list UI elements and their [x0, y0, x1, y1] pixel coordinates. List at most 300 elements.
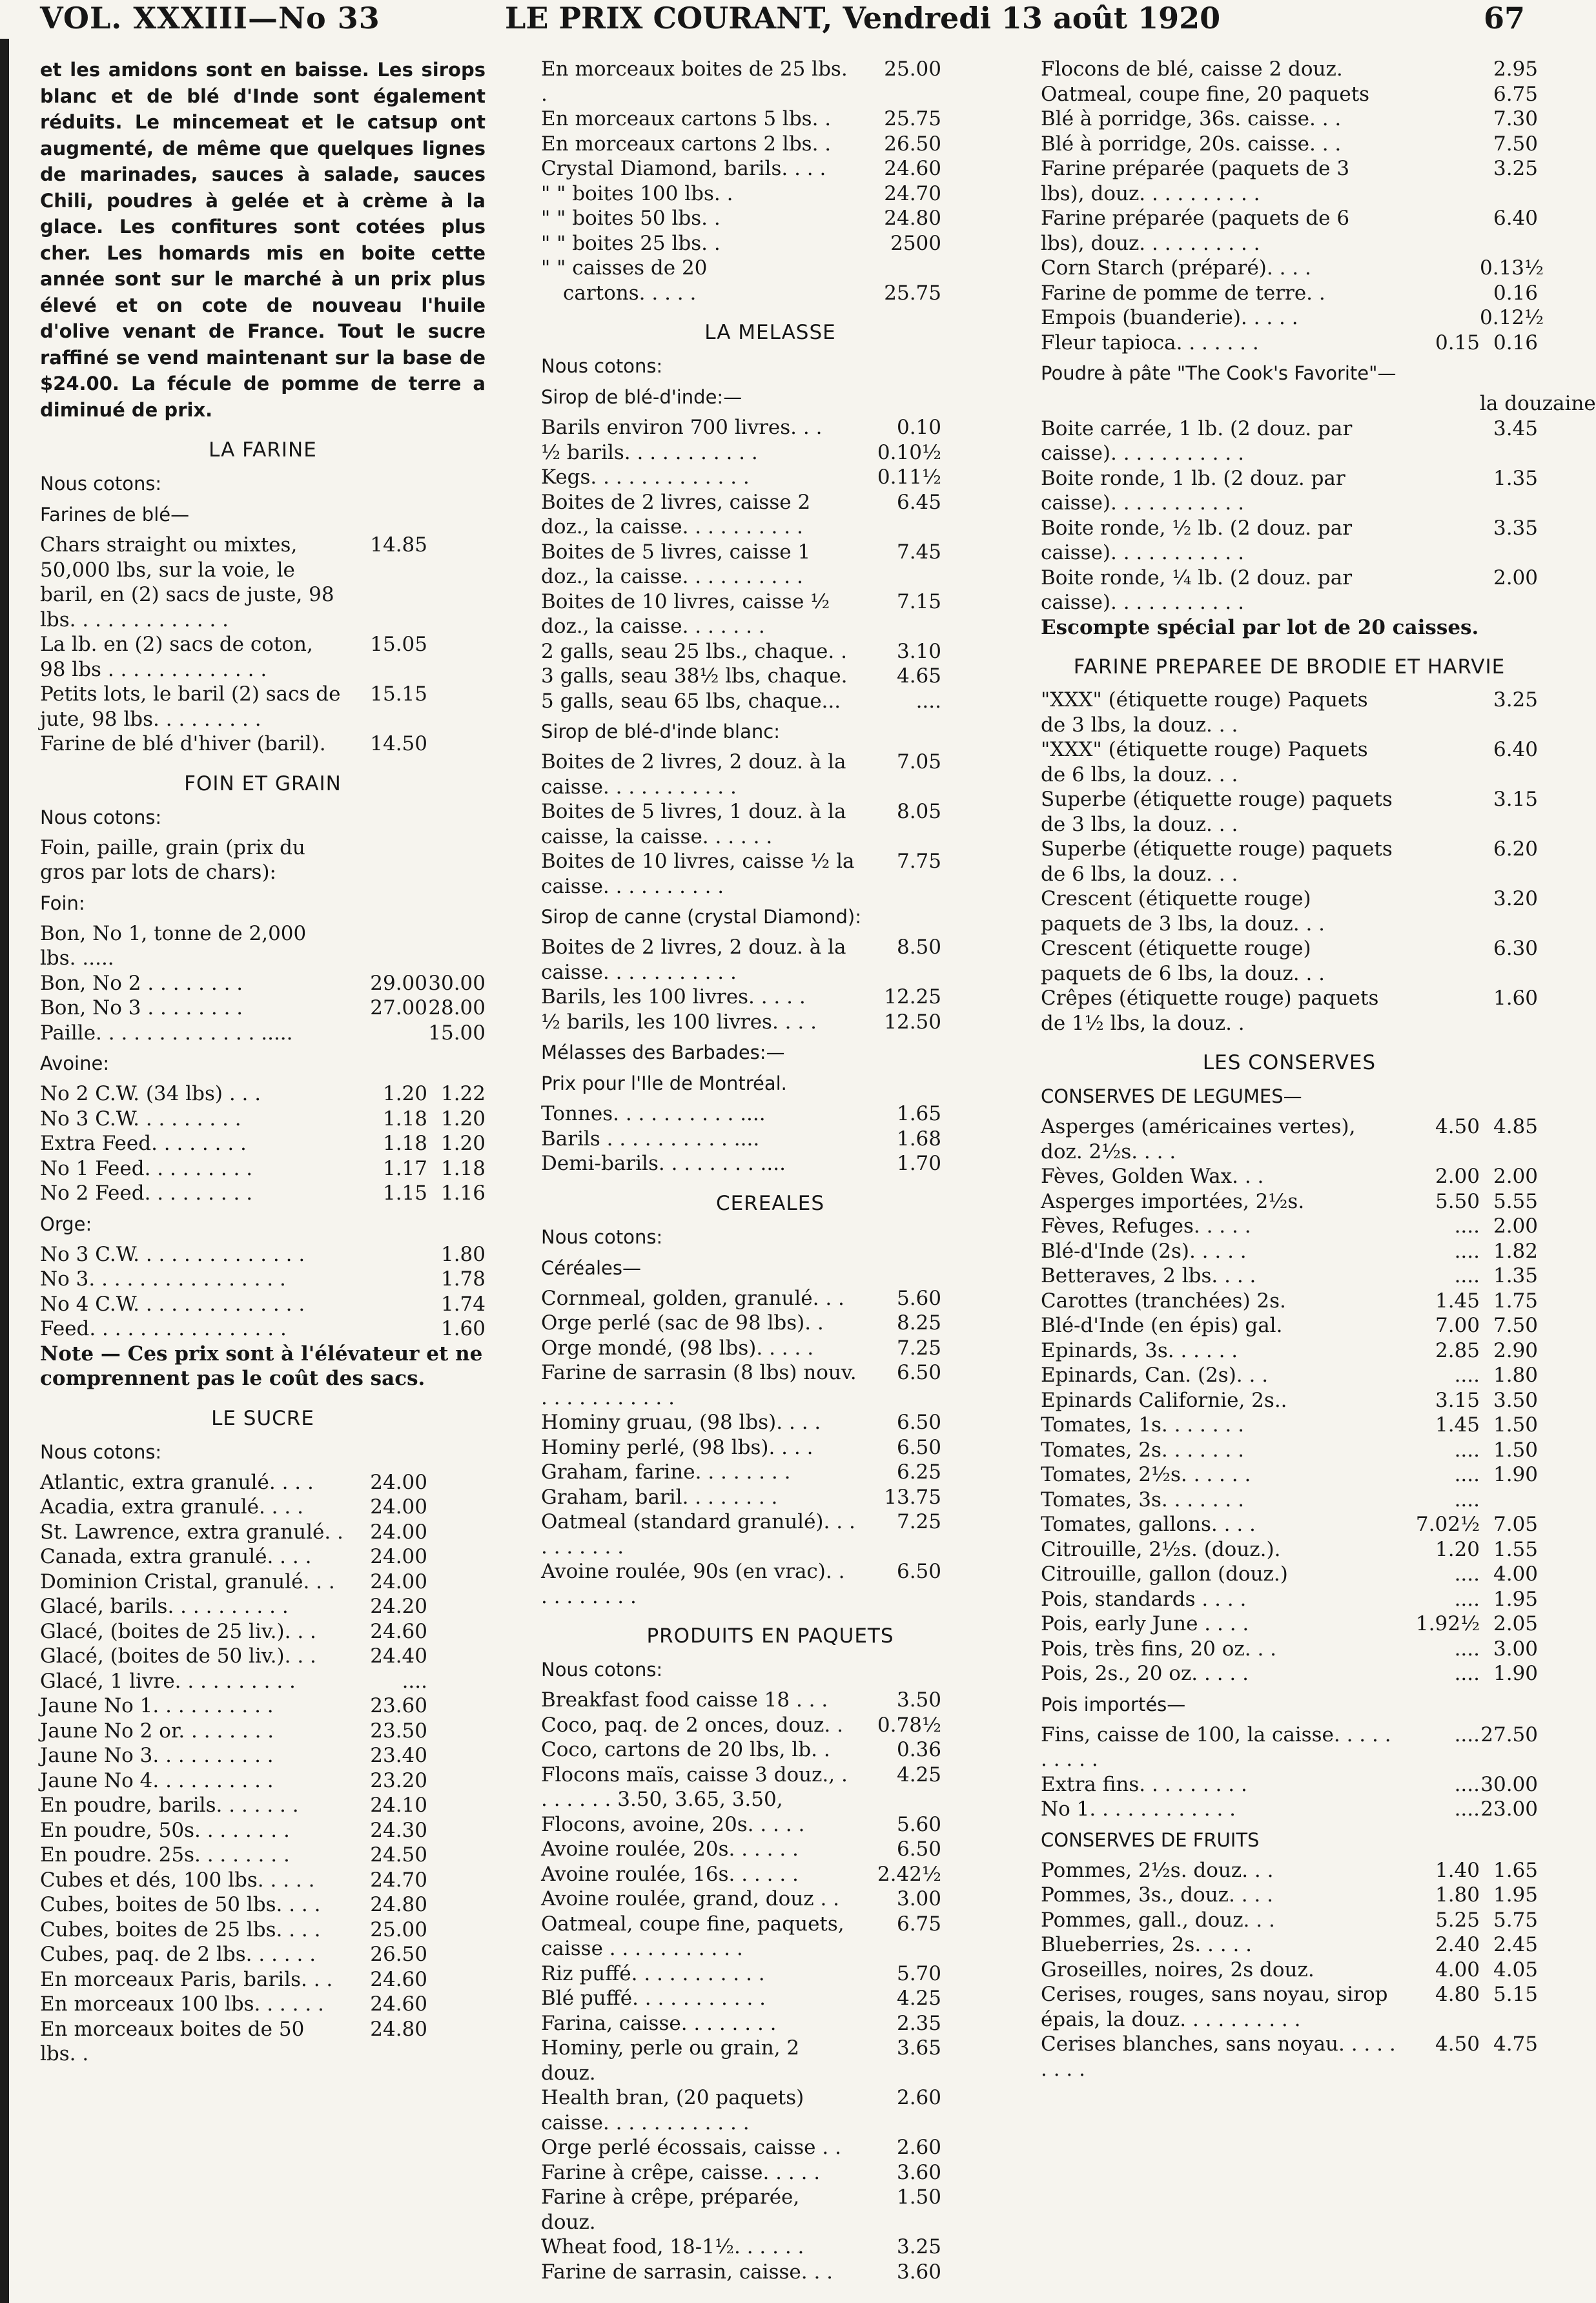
price-high: 1.35: [1493, 1264, 1538, 1287]
price-entry: [1041, 1488, 1538, 1513]
item-label: Breakfast food caisse 18 . . .: [541, 1688, 828, 1712]
price-low: 6.25: [896, 1460, 941, 1484]
price-high: 7.50: [1493, 1314, 1538, 1337]
price-entry: [40, 1644, 486, 1669]
price-entry: [1041, 886, 1538, 936]
price-high: 3.25: [1493, 157, 1538, 180]
price-entry: [1041, 1189, 1538, 1214]
price-high: 3.00: [1493, 1637, 1538, 1661]
item-label: Avoine roulée, 20s. . . . . .: [541, 1837, 799, 1861]
newspaper-title: LE PRIX COURANT, Vendredi 13 août 1920: [505, 1, 1221, 36]
price-low: 24.20: [370, 1595, 427, 1618]
price-entry: [1041, 1982, 1538, 2032]
price-entry: [541, 2235, 999, 2260]
item-label: No 4 C.W. . . . . . . . . . . . . .: [40, 1292, 305, 1316]
price-high: 2.90: [1493, 1338, 1538, 1362]
item-label: No 3 C.W. . . . . . . . .: [40, 1107, 241, 1131]
price-entry: [40, 533, 486, 632]
price-low: 6.50: [896, 1560, 941, 1583]
price-high: 27.50: [1480, 1723, 1538, 1746]
price-entry: [1041, 1958, 1538, 1983]
item-label: Cubes, boites de 50 lbs. . . .: [40, 1893, 321, 1916]
item-label: Hominy, perle ou grain, 2 douz.: [541, 2036, 800, 2085]
item-label: Boites de 2 livres, 2 douz. à la caisse. . . . . . . . . . .: [541, 750, 846, 799]
item-label: Barils . . . . . . . . . . ....: [541, 1127, 760, 1151]
price-high: 1.82: [1493, 1239, 1538, 1263]
item-label: Boites de 5 livres, 1 douz. à la caisse, la caisse. . . . . .: [541, 800, 846, 848]
price-entry: [541, 935, 999, 985]
price-entry: [40, 1892, 486, 1918]
item-label: Coco, cartons de 20 lbs, lb. .: [541, 1738, 830, 1761]
price-entry: [1041, 1363, 1538, 1388]
price-entry: [40, 1843, 486, 1868]
item-label: Blé puffé. . . . . . . . . . .: [541, 1987, 766, 2010]
price-high: 0.16: [1493, 281, 1538, 305]
price-high: 1.80: [1493, 1364, 1538, 1387]
price-entry: [541, 1336, 999, 1361]
subheading: CONSERVES DE FRUITS: [1041, 1828, 1260, 1851]
price-entry: [541, 1961, 999, 1987]
price-high: 2.95: [1493, 57, 1538, 81]
item-label: St. Lawrence, extra granulé. .: [40, 1520, 343, 1544]
price-low: 5.70: [896, 1961, 941, 1985]
price-low: 1.80: [1435, 1883, 1480, 1907]
item-label: En morceaux Paris, barils. . .: [40, 1967, 333, 1991]
price-entry: [40, 682, 486, 732]
price-low: 24.70: [884, 181, 941, 205]
item-label: Pois, très fins, 20 oz. . .: [1041, 1637, 1277, 1661]
price-high: 6.75: [1493, 82, 1538, 106]
section-heading: LA FARINE: [209, 438, 317, 462]
price-entry: [1041, 1661, 1538, 1686]
price-low: 13.75: [884, 1485, 941, 1509]
price-low: 2.60: [896, 2136, 941, 2159]
price-entry: [1041, 391, 1596, 416]
price-low: 23.40: [370, 1744, 427, 1767]
price-low: 14.85: [370, 533, 427, 557]
subheading: Nous cotons:: [40, 806, 162, 828]
item-label: Blé à porridge, 20s. caisse. . .: [1041, 132, 1342, 156]
item-label: Barils environ 700 livres. . .: [541, 416, 823, 439]
item-label: Blé-d'Inde (en épis) gal.: [1041, 1314, 1283, 1337]
price-low: 5.60: [896, 1812, 941, 1836]
price-low: 8.25: [896, 1311, 941, 1335]
subheading: Nous cotons:: [541, 1225, 663, 1248]
price-entry: [541, 1559, 999, 1609]
price-entry: [541, 589, 999, 639]
price-high: 5.55: [1493, 1189, 1538, 1213]
price-high: 3.35: [1493, 516, 1538, 540]
price-high: 7.05: [1493, 1513, 1538, 1536]
price-high: 2.00: [1493, 1214, 1538, 1238]
subheading: Poudre à pâte "The Cook's Favorite"—: [1041, 362, 1396, 384]
item-label: "XXX" (étiquette rouge) Paquets de 3 lbs, la douz. . .: [1041, 688, 1368, 737]
price-low: 24.50: [370, 1843, 427, 1867]
item-label: Extra Feed. . . . . . . .: [40, 1132, 247, 1155]
subheading: Sirop de blé-d'inde:—: [541, 386, 742, 408]
price-entry: [1041, 1438, 1538, 1463]
price-low: 2500: [890, 231, 941, 255]
item-label: Glacé, 1 livre. . . . . . . . . .: [40, 1669, 296, 1693]
price-low: 26.50: [884, 132, 941, 156]
price-low: 25.00: [370, 1918, 427, 1941]
price-entry: [40, 732, 486, 757]
item-label: Jaune No 1. . . . . . . . . .: [40, 1694, 274, 1717]
price-entry: [1041, 156, 1538, 206]
price-entry: [40, 1868, 486, 1893]
price-low: 24.80: [884, 207, 941, 230]
price-entry: [541, 750, 999, 799]
item-label: No 1 Feed. . . . . . . . .: [40, 1156, 253, 1180]
price-entry: [1041, 1908, 1538, 1933]
price-entry: [40, 1818, 486, 1843]
price-low: 24.00: [370, 1495, 427, 1519]
price-low: 7.45: [896, 540, 941, 564]
price-entry: [1041, 1587, 1538, 1612]
price-low: 7.25: [896, 1510, 941, 1533]
price-entry: [541, 156, 999, 181]
item-label: Pois, standards . . . .: [1041, 1587, 1247, 1611]
intro-paragraph: et les amidons sont en baisse. Les sirops blanc et de blé d'Inde sont également réduits. Le mincemeat et le catsup ont augmenté, de même que quelques lignes de marinades, sauces à salade, sauces Chili, poudres à gelée et à crème à la glace. Les confitures sont cotées plus cher. Les homards mis en boite cette année sont sur le marché à un prix plus élevé et on cote de nouveau l'huile d'olive venant de France. Tout le sucre raffiné se vend maintenant sur la base de $24.00. La fécule de pomme de terre a diminué de prix.: [40, 59, 486, 421]
price-low: 26.50: [370, 1943, 427, 1966]
item-label: Pommes, gall., douz. . .: [1041, 1908, 1275, 1932]
price-low: 1.70: [896, 1152, 941, 1175]
price-low: 2.40: [1435, 1933, 1480, 1956]
price-low: 4.50: [1435, 1115, 1480, 1138]
price-low: 0.10½: [877, 440, 941, 464]
price-entry: [1041, 1858, 1538, 1883]
item-label: Orge mondé, (98 lbs). . . . .: [541, 1336, 814, 1360]
price-low: ....: [1454, 1723, 1480, 1746]
price-low: 27.00: [370, 996, 427, 1019]
item-label: Cornmeal, golden, granulé. . .: [541, 1286, 844, 1310]
price-high: 1.22: [440, 1082, 486, 1105]
page-number: 67: [1483, 1, 1525, 36]
price-low: 1.18: [382, 1107, 427, 1131]
item-label: Pommes, 2½s. douz. . .: [1041, 1858, 1274, 1882]
binding-edge: [0, 39, 9, 2303]
price-low: 4.00: [1435, 1958, 1480, 1981]
item-label: Boites de 5 livres, caisse 1 doz., la caisse. . . . . . . . . .: [541, 540, 811, 588]
item-label: En morceaux boites de 50 lbs. .: [40, 2017, 305, 2065]
price-low: 2.85: [1435, 1338, 1480, 1362]
item-label: Barils, les 100 livres. . . . .: [541, 985, 806, 1008]
price-low: 25.00: [884, 57, 941, 81]
item-label: Glacé, (boites de 25 liv.). . .: [40, 1619, 316, 1643]
price-high: 1.74: [440, 1292, 486, 1316]
item-label: Fins, caisse de 100, la caisse. . . . . . . . . .: [1041, 1723, 1391, 1771]
item-label: Cubes et dés, 100 lbs. . . . .: [40, 1868, 315, 1892]
price-entry: [40, 1107, 486, 1132]
item-label: Jaune No 3. . . . . . . . . .: [40, 1744, 274, 1767]
item-label: Farine de sarrasin, caisse. . .: [541, 2260, 834, 2284]
price-high: 3.25: [1493, 688, 1538, 711]
item-label: Bon, No 1, tonne de 2,000 lbs. .....: [40, 921, 307, 970]
price-low: 7.05: [896, 750, 941, 773]
price-low: 7.75: [896, 850, 941, 873]
price-entry: [541, 985, 999, 1010]
price-low: 5.25: [1435, 1908, 1480, 1932]
item-label: Paille. . . . . . . . . . . . . .....: [40, 1021, 293, 1045]
price-entry: [541, 1010, 999, 1035]
item-label: Foin, paille, grain (prix du gros par lots de chars):: [40, 835, 305, 884]
price-entry: [541, 281, 999, 306]
item-label: Cerises, rouges, sans noyau, sirop épais, la douz. . . . . . . . . .: [1041, 1983, 1388, 2031]
item-label: Blé-d'Inde (2s). . . . .: [1041, 1239, 1247, 1263]
price-low: 7.15: [896, 589, 941, 613]
item-label: Superbe (étiquette rouge) paquets de 6 lbs, la douz. . .: [1041, 837, 1393, 886]
price-entry: [541, 1101, 999, 1127]
price-low: ....: [1454, 1463, 1480, 1486]
volume-number: VOL. XXXIII—No 33: [40, 1, 380, 36]
item-label: Farine préparée (paquets de 6 lbs), douz. . . . . . . . . .: [1041, 207, 1350, 255]
price-entry: [40, 1181, 486, 1206]
price-entry: [40, 1267, 486, 1292]
subheading: Sirop de blé-d'inde blanc:: [541, 721, 780, 742]
item-label: Cubes, boites de 25 lbs. . . .: [40, 1918, 321, 1941]
price-low: 23.20: [370, 1768, 427, 1792]
price-low: 2.35: [896, 2011, 941, 2035]
price-entry: [541, 1862, 999, 1887]
price-entry: [541, 1151, 999, 1176]
item-label: Farine à crêpe, caisse. . . . .: [541, 2160, 821, 2184]
section-heading: LES CONSERVES: [1202, 1051, 1376, 1074]
price-high: 2.05: [1493, 1612, 1538, 1635]
price-high: 2.00: [1493, 1165, 1538, 1188]
item-label: Epinards, Can. (2s). . .: [1041, 1364, 1269, 1387]
price-entry: [1041, 688, 1538, 737]
item-label: En poudre, 50s. . . . . . . .: [40, 1818, 290, 1842]
price-low: 24.60: [370, 1992, 427, 2016]
price-entry: [40, 996, 486, 1021]
price-entry: [541, 57, 999, 107]
price-entry: [1041, 1797, 1538, 1822]
price-entry: [40, 1292, 486, 1317]
price-entry: [1041, 132, 1538, 157]
price-low: 1.17: [382, 1156, 427, 1180]
item-label: Farine de pomme de terre. .: [1041, 281, 1325, 305]
price-entry: [541, 849, 999, 899]
price-high: 2.45: [1493, 1933, 1538, 1956]
price-low: 4.25: [896, 1987, 941, 2010]
price-high: 3.50: [1493, 1388, 1538, 1412]
item-label: 2 galls, seau 25 lbs., chaque. .: [541, 639, 847, 663]
price-low: 24.10: [370, 1794, 427, 1817]
subheading: Foin:: [40, 892, 85, 914]
price-low: 6.50: [896, 1435, 941, 1459]
price-entry: [40, 1918, 486, 1943]
price-low: 4.80: [1435, 1983, 1480, 2006]
subheading: Nous cotons:: [40, 1440, 162, 1463]
price-entry: [1041, 1772, 1538, 1797]
section-heading: LA MELASSE: [704, 321, 836, 344]
item-label: 5 galls, seau 65 lbs, chaque...: [541, 689, 841, 713]
price-entry: [541, 1837, 999, 1862]
item-label: " " boites 25 lbs. .: [541, 231, 721, 255]
item-label: Tomates, 2½s. . . . . .: [1041, 1463, 1251, 1486]
price-entry: [1041, 1462, 1538, 1488]
price-entry: [40, 1544, 486, 1570]
subheading: Orge:: [40, 1213, 92, 1235]
price-low: 23.50: [370, 1719, 427, 1743]
item-label: Farina, caisse. . . . . . . .: [541, 2011, 777, 2035]
price-entry: [1041, 986, 1538, 1036]
item-label: Chars straight ou mixtes, 50,000 lbs, sur la voie, le baril, en (2) sacs de juste, 98 lbs. . . . . . . . . . . . .: [40, 533, 334, 631]
price-low: 6.50: [896, 1361, 941, 1384]
price-low: 3.25: [896, 2235, 941, 2258]
price-entry: [40, 1242, 486, 1267]
price-high: 23.00: [1480, 1797, 1538, 1821]
price-entry: [1041, 936, 1538, 986]
price-entry: [541, 1986, 999, 2011]
price-entry: [541, 799, 999, 849]
price-entry: [541, 2185, 999, 2235]
price-high: 1.50: [1493, 1413, 1538, 1437]
item-label: Avoine roulée, grand, douz . .: [541, 1887, 840, 1910]
price-entry: [40, 1694, 486, 1719]
price-low: 3.50: [896, 1688, 941, 1712]
item-label: Riz puffé. . . . . . . . . . .: [541, 1961, 765, 1985]
price-high: 6.30: [1493, 937, 1538, 960]
price-high: 1.75: [1493, 1289, 1538, 1313]
price-high: 1.65: [1493, 1858, 1538, 1882]
price-entry: [40, 1719, 486, 1744]
price-high: 6.20: [1493, 837, 1538, 861]
page-header: [40, 0, 1531, 36]
item-label: Farine à crêpe, préparée, douz.: [541, 2185, 800, 2234]
item-label: Farine préparée (paquets de 3 lbs), douz. . . . . . . . . .: [1041, 157, 1350, 205]
price-low: 1.18: [382, 1132, 427, 1155]
item-label: Acadia, extra granulé. . . .: [40, 1495, 303, 1519]
price-high: 1.90: [1493, 1463, 1538, 1486]
price-entry: [541, 2036, 999, 2085]
price-entry: [1041, 281, 1538, 306]
price-entry: [40, 632, 486, 682]
price-low: 0.11½: [877, 466, 941, 489]
price-low: 0.78½: [877, 1713, 941, 1737]
item-label: Flocons maïs, caisse 3 douz., . . . . . . . 3.50, 3.65, 3.50,: [541, 1763, 848, 1811]
price-entry: [1041, 1637, 1538, 1662]
price-low: 24.60: [370, 1967, 427, 1991]
price-entry: [1041, 566, 1538, 615]
price-low: 25.75: [884, 281, 941, 305]
item-label: Tomates, gallons. . . .: [1041, 1513, 1256, 1536]
price-entry: [40, 1021, 486, 1046]
price-low: ....: [1454, 1562, 1480, 1586]
item-label: Fèves, Refuges. . . . .: [1041, 1214, 1251, 1238]
price-low: 5.50: [1435, 1189, 1480, 1213]
price-entry: [40, 1619, 486, 1644]
item-label: No 3 C.W. . . . . . . . . . . . . .: [40, 1242, 305, 1266]
price-entry: [1041, 107, 1538, 132]
price-low: 3.65: [896, 2036, 941, 2060]
item-label: Crescent (étiquette rouge) paquets de 6 lbs, la douz. . .: [1041, 937, 1325, 985]
price-high: 3.20: [1493, 887, 1538, 910]
section-heading: LE SUCRE: [211, 1406, 314, 1430]
price-entry: [40, 1570, 486, 1595]
price-entry: [1041, 1562, 1538, 1587]
item-label: Boite ronde, ½ lb. (2 douz. par caisse). . . . . . . . . . .: [1041, 516, 1353, 564]
price-entry: [1041, 1932, 1538, 1958]
item-label: " " boites 50 lbs. .: [541, 207, 721, 230]
price-entry: [541, 107, 999, 132]
price-high: 4.75: [1493, 2032, 1538, 2056]
price-high: 0.13½: [1480, 256, 1544, 280]
item-label: Orge perlé (sac de 98 lbs). .: [541, 1311, 824, 1335]
price-entry: [541, 540, 999, 589]
price-low: 3.60: [896, 2160, 941, 2184]
price-low: 3.00: [896, 1887, 941, 1910]
price-entry: [1041, 305, 1544, 331]
price-entry: [541, 689, 999, 714]
price-low: 15.05: [370, 633, 427, 656]
item-label: Oatmeal (standard granulé). . . . . . . . . .: [541, 1510, 855, 1559]
item-label: Farine de sarrasin (8 lbs) nouv. . . . . . . . . . . .: [541, 1361, 857, 1409]
price-low: ....: [1454, 1488, 1480, 1511]
price-entry: [541, 1460, 999, 1485]
price-high: 15.00: [428, 1021, 486, 1045]
item-label: Carottes (tranchées) 2s.: [1041, 1289, 1286, 1313]
price-entry: [541, 1688, 999, 1713]
price-low: 4.25: [896, 1763, 941, 1786]
price-entry: [541, 231, 999, 256]
price-entry: [40, 1495, 486, 1520]
price-low: 4.50: [1435, 2032, 1480, 2056]
item-label: Pois, early June . . . .: [1041, 1612, 1249, 1635]
item-label: Boites de 10 livres, caisse ½ doz., la caisse. . . . . . .: [541, 589, 830, 638]
price-entry: [541, 1510, 999, 1559]
item-label: Glacé, (boites de 50 liv.). . .: [40, 1644, 316, 1668]
price-low: 25.75: [884, 107, 941, 130]
item-label: 3 galls, seau 38½ lbs, chaque.: [541, 664, 848, 688]
item-label: Petits lots, le baril (2) sacs de jute, 98 lbs. . . . . . . . .: [40, 682, 341, 731]
price-low: 6.75: [896, 1912, 941, 1936]
item-label: Crystal Diamond, barils. . . .: [541, 157, 826, 180]
price-low: 24.80: [370, 2017, 427, 2041]
price-entry: [40, 1520, 486, 1545]
column-3: [1041, 57, 1596, 2082]
section-heading: FARINE PREPAREE DE BRODIE ET HARVIE: [1073, 655, 1506, 679]
price-high: 1.80: [440, 1242, 486, 1266]
item-label: Groseilles, noires, 2s douz.: [1041, 1958, 1315, 1981]
price-entry: [1041, 1388, 1538, 1413]
column-1: [40, 57, 486, 2067]
price-low: 23.60: [370, 1694, 427, 1717]
price-low: 6.45: [896, 490, 941, 514]
item-label: Atlantic, extra granulé. . . .: [40, 1470, 314, 1494]
price-low: 1.45: [1435, 1413, 1480, 1437]
item-label: Tomates, 3s. . . . . . .: [1041, 1488, 1244, 1511]
price-entry: [541, 1435, 999, 1460]
item-label: Feed. . . . . . . . . . . . . . . .: [40, 1317, 287, 1340]
price-entry: [40, 1768, 486, 1794]
price-high: la douzaine: [1480, 392, 1596, 415]
price-high: 30.00: [1480, 1772, 1538, 1796]
price-low: 24.00: [370, 1520, 427, 1544]
price-entry: [1041, 1114, 1538, 1164]
price-high: 1.55: [1493, 1537, 1538, 1561]
price-high: 5.15: [1493, 1983, 1538, 2006]
item-label: Asperges (américaines vertes), doz. 2½s. . . .: [1041, 1115, 1356, 1163]
item-label: Pois, 2s., 20 oz. . . . .: [1041, 1662, 1249, 1685]
price-entry: [40, 1992, 486, 2017]
item-label: Cerises blanches, sans noyau. . . . . . . . .: [1041, 2032, 1396, 2081]
price-entry: [541, 1887, 999, 1912]
price-low: 8.50: [896, 936, 941, 959]
item-label: Health bran, (20 paquets) caisse. . . . . . . . . . . .: [541, 2086, 804, 2134]
item-label: Tonnes. . . . . . . . . . ....: [541, 1102, 766, 1125]
price-low: 3.15: [1435, 1388, 1480, 1412]
